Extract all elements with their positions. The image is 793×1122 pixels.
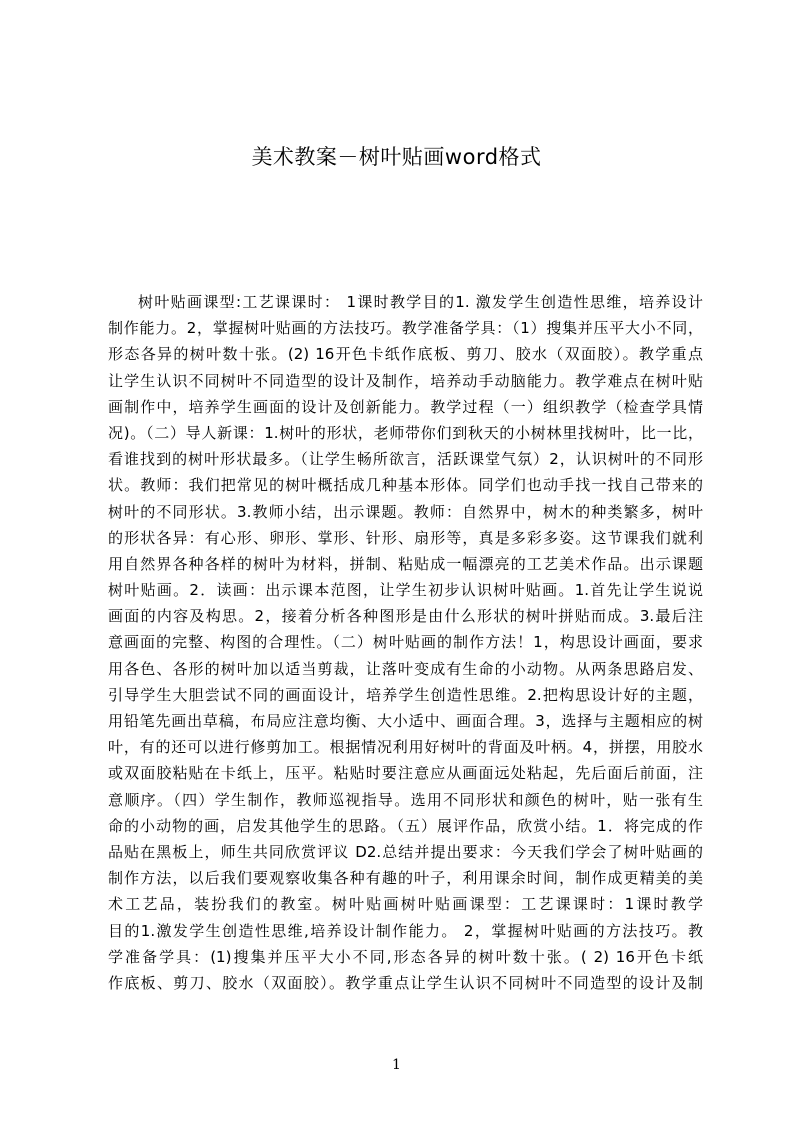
document-title: 美术教案－树叶贴画word格式 [251,145,542,169]
text-line: 叶，有的还可以进行修剪加工。根据情况利用好树叶的背面及叶柄。4，拼摆，用胶水 [108,738,703,757]
text-line: 学准备学具：(1)搜集并压平大小不同,形态各异的树叶数十张。( 2) 16开色卡纸 [108,947,703,966]
page-number: 1 [392,1057,401,1073]
text-line: 树叶贴画课型:工艺课课时： 1课时教学目的1. 激发学生创造性思维，培养设计 [138,293,703,311]
text-line: 看谁找到的树叶形状最多。（让学生畅所欲言，活跃课堂气氛）2，认识树叶的不同形 [108,450,703,469]
text-line: 意画面的完整、构图的合理性。（二）树叶贴画的制作方法！1，构思设计画面，要求 [108,633,703,652]
text-line: 树叶的不同形状。3.教师小结，出示课题。教师：自然界中，树木的种类繁多，树叶 [108,502,703,521]
text-line: 用铅笔先画出草稿，布局应注意均衡、大小适中、画面合理。3，选择与主题相应的树 [108,712,703,730]
text-line: 制作能力。2，掌握树叶贴画的方法技巧。教学准备学具：（1）搜集并压平大小不同， [108,319,703,338]
text-line: 意顺序。（四）学生制作，教师巡视指导。选用不同形状和颜色的树叶，贴一张有生 [108,790,703,809]
text-line: 形态各异的树叶数十张。(2) 16开色卡纸作底板、剪刀、胶水（双面胶）。教学重点 [108,345,703,364]
text-line: 用自然界各种各样的树叶为材料，拼制、粘贴成一幅漂亮的工艺美术作品。出示课题 [108,554,703,573]
text-line: 让学生认识不同树叶不同造型的设计及制作，培养动手动脑能力。教学难点在树叶贴 [108,371,703,390]
text-line: 引导学生大胆尝试不同的画面设计，培养学生创造性思维。2.把构思设计好的主题， [108,685,703,704]
text-line: 的形状各异：有心形、卵形、掌形、针形、扇形等，真是多彩多姿。这节课我们就利 [108,528,703,547]
text-line: 树叶贴画。2．读画：出示课本范图，让学生初步认识树叶贴画。1.首先让学生说说 [108,581,703,600]
text-line: 制作方法，以后我们要观察收集各种有趣的叶子，利用课余时间，制作成更精美的美 [108,869,703,888]
text-line: 况)。（二）导人新课：1.树叶的形状，老师带你们到秋天的小树林里找树叶，比一比， [108,423,703,442]
text-line: 作底板、剪刀、胶水（双面胶）。教学重点让学生认识不同树叶不同造型的设计及制 [108,973,703,992]
body-text [108,289,703,996]
text-line: 或双面胶粘贴在卡纸上，压平。粘贴时要注意应从画面远处粘起，先后面后前面，注 [108,764,703,783]
text-line: 画面的内容及构思。2，接着分析各种图形是由什么形状的树叶拼贴而成。3.最后注 [108,607,703,626]
text-line: 画制作中，培养学生画面的设计及创新能力。教学过程（一）组织教学（检查学具情 [108,397,703,416]
text-line: 目的1.激发学生创造性思维,培养设计制作能力。 2，掌握树叶贴画的方法技巧。教 [108,921,703,940]
text-line: 品贴在黑板上，师生共同欣赏评议 D2.总结并提出要求：今天我们学会了树叶贴画的 [108,842,703,861]
text-line: 用各色、各形的树叶加以适当剪裁，让落叶变成有生命的小动物。从两条思路启发、 [108,659,703,678]
text-line: 命的小动物的画，启发其他学生的思路。（五）展评作品，欣赏小结。1．将完成的作 [108,816,703,835]
text-line: 状。教师：我们把常见的树叶概括成几种基本形体。同学们也动手找一找自己带来的 [108,476,703,495]
text-line: 术工艺品，装扮我们的教室。树叶贴画树叶贴画课型：工艺课课时：1课时教学 [108,895,703,914]
